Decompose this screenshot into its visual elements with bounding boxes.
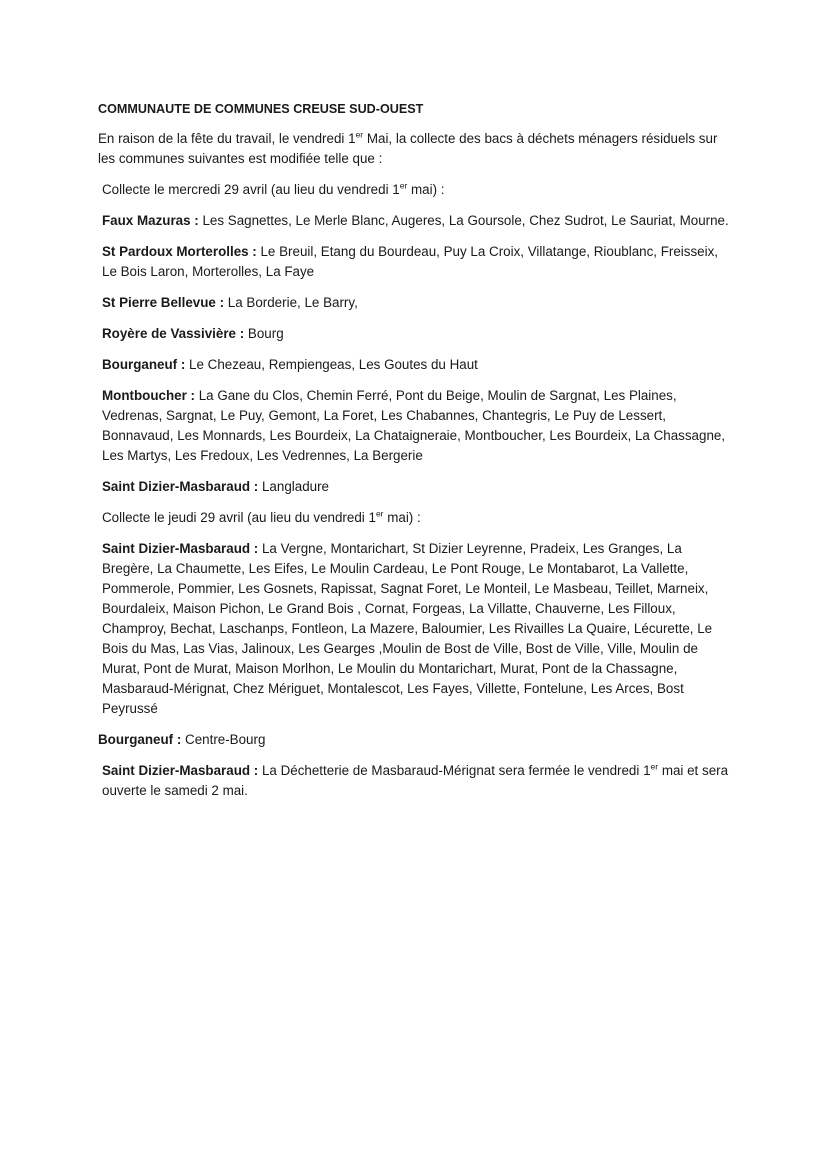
section2-text-end: mai) : bbox=[383, 510, 421, 525]
commune-name: Bourganeuf : bbox=[98, 732, 182, 747]
commune-places: Bourg bbox=[244, 326, 284, 341]
commune-name: Saint Dizier-Masbaraud : bbox=[102, 479, 259, 494]
commune-name: St Pardoux Morterolles : bbox=[102, 244, 257, 259]
commune-name: Bourganeuf : bbox=[102, 357, 186, 372]
commune-name: St Pierre Bellevue : bbox=[102, 295, 225, 310]
intro-superscript: er bbox=[355, 129, 364, 140]
intro-paragraph bbox=[98, 129, 730, 169]
entry-saint-dizier-masbaraud-thursday bbox=[98, 539, 730, 719]
commune-places: Langladure bbox=[258, 479, 329, 494]
commune-places: Les Sagnettes, Le Merle Blanc, Augeres, La Goursole, Chez Sudrot, Le Sauriat, Mourne. bbox=[198, 213, 729, 228]
entry-saint-dizier-masbaraud bbox=[98, 477, 730, 497]
commune-name: Saint Dizier-Masbaraud : bbox=[102, 763, 259, 778]
commune-name: Montboucher : bbox=[102, 388, 195, 403]
closing-text-start: La Déchetterie de Masbaraud-Mérignat sera fermée le vendredi 1 bbox=[258, 763, 651, 778]
document-body bbox=[98, 99, 730, 812]
entry-st-pierre-bellevue bbox=[98, 293, 730, 313]
entry-st-pardoux-morterolles bbox=[98, 242, 730, 282]
intro-text-end: Mai, la collecte des bacs à déchets ménagers résiduels sur les communes suivantes est modifiée telle que : bbox=[98, 131, 718, 166]
commune-places: Centre-Bourg bbox=[181, 732, 266, 747]
entry-faux-mazuras bbox=[98, 211, 730, 231]
section2-superscript: er bbox=[375, 508, 384, 519]
entry-bourganeuf bbox=[98, 355, 730, 375]
entry-royere-de-vassiviere bbox=[98, 324, 730, 344]
intro-text-start: En raison de la fête du travail, le vendredi 1 bbox=[98, 131, 356, 146]
section-heading-thursday bbox=[98, 508, 730, 528]
commune-places: La Gane du Clos, Chemin Ferré, Pont du Beige, Moulin de Sargnat, Les Plaines, Vedrenas, Sargnat, Le Puy, Gemont, La Foret, Les Chabannes, Chantegris, Le Puy de Lessert, Bonnavaud, Les Monnards, Les Bourdeix, La Chataigneraie, Montboucher, Les Bourdeix, La Chassagne, Les Martys, Les Fredoux, Les Vedrennes, La Bergerie bbox=[102, 388, 726, 463]
document-title: COMMUNAUTE DE COMMUNES CREUSE SUD-OUEST bbox=[98, 102, 424, 116]
entry-bourganeuf-thursday bbox=[98, 730, 730, 750]
commune-name: Royère de Vassivière : bbox=[102, 326, 245, 341]
commune-places: Le Chezeau, Rempiengeas, Les Goutes du Haut bbox=[185, 357, 478, 372]
entry-montboucher bbox=[98, 386, 730, 466]
closing-superscript: er bbox=[650, 761, 659, 772]
closing-paragraph bbox=[98, 761, 730, 801]
commune-places: Le Breuil, Etang du Bourdeau, Puy La Croix, Villatange, Rioublanc, Freisseix, Le Bois Laron, Morterolles, La Faye bbox=[102, 244, 719, 279]
commune-places: La Borderie, Le Barry, bbox=[224, 295, 358, 310]
section1-text-start: Collecte le mercredi 29 avril (au lieu du vendredi 1 bbox=[102, 182, 400, 197]
commune-name: Faux Mazuras : bbox=[102, 213, 199, 228]
commune-name: Saint Dizier-Masbaraud : bbox=[102, 541, 259, 556]
section2-text-start: Collecte le jeudi 29 avril (au lieu du vendredi 1 bbox=[102, 510, 376, 525]
section1-superscript: er bbox=[399, 180, 408, 191]
section-heading-wednesday bbox=[98, 180, 730, 200]
closing-text-end: mai et sera ouverte le samedi 2 mai. bbox=[102, 763, 729, 798]
section1-text-end: mai) : bbox=[407, 182, 445, 197]
commune-places: La Vergne, Montarichart, St Dizier Leyrenne, Pradeix, Les Granges, La Bregère, La Chaumette, Les Eifes, Le Moulin Cardeau, Le Pont Rouge, Le Montabarot, La Vallette, Pommerole, Pommier, Les Gosnets, Rapissat, Sagnat Foret, Le Monteil, Le Masbeau, Teillet, Marneix, Bourdaleix, Maison Pichon, Le Grand Bois , Cornat, Forgeas, La Villatte, Chauverne, Les Filloux, Champroy, Bechat, Laschanps, Fontleon, La Mazere, Baloumier, Les Rivailles La Quaire, Lécurette, Le Bois du Mas, Las Vias, Jalinoux, Les Gearges ,Moulin de Bost de Ville, Bost de Ville, Ville, Moulin de Murat, Pont de Murat, Maison Morlhon, Le Moulin du Montarichart, Murat, Pont de la Chassagne, Masbaraud-Mérignat, Chez Mériguet, Montalescot, Les Fayes, Villette, Fontelune, Les Arces, Bost Peyrussé bbox=[102, 541, 713, 716]
